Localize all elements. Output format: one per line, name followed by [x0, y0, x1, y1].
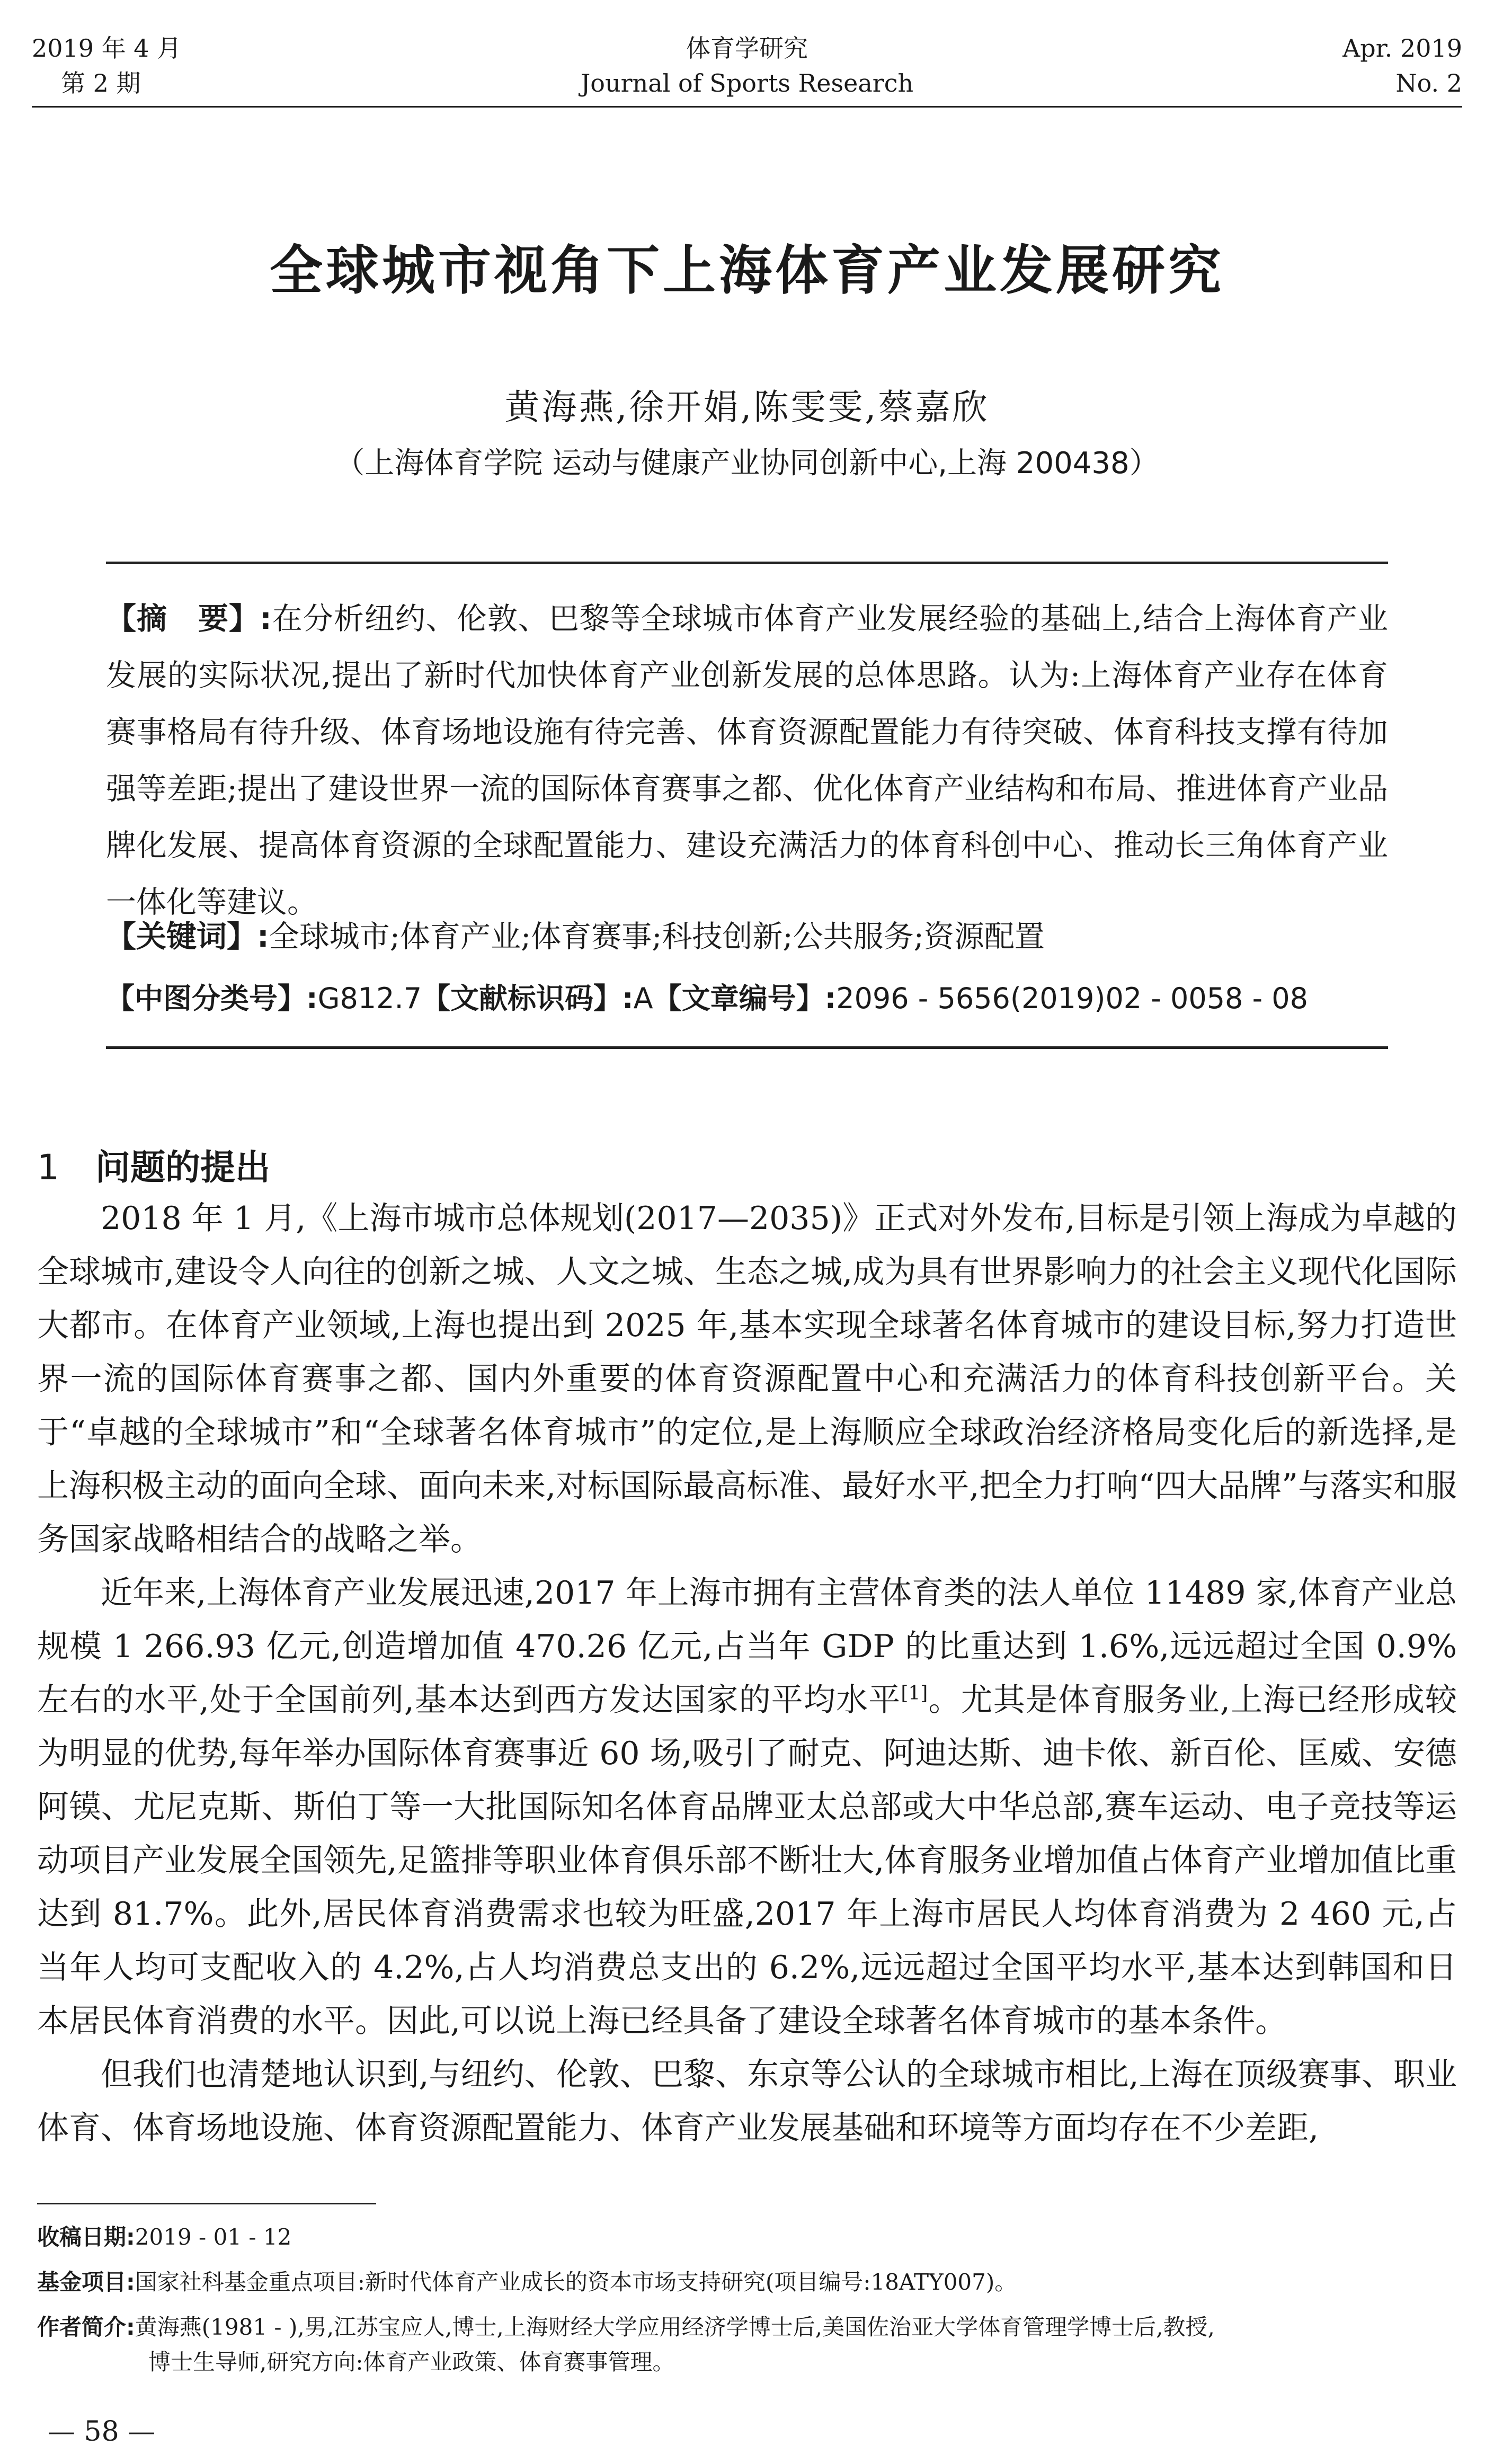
paragraph-2-part-a: 近年来,上海体育产业发展迅速,2017 年上海市拥有主营体育类的法人单位 11489 家,体育产业总规模 1 266.93 亿元,创造增加值 470.26 亿元,占当年 GDP 的比重达到 1.6%,远远超过全国 0.9%左右的水平,处于全国前列,基本达到西方发达国家的平均水平: [37, 1575, 1457, 1719]
classification-line: [106, 977, 1388, 1020]
paragraph-2-part-b: 。尤其是体育服务业,上海已经形成较为明显的优势,每年举办国际体育赛事近 60 场,吸引了耐克、阿迪达斯、迪卡侬、新百伦、匡威、安德阿镆、尤尼克斯、斯伯丁等一大批国际知名体育品牌亚太总部或大中华总部,赛车运动、电子竞技等运动项目产业发展全国领先,足篮排等职业体育俱乐部不断壮大,体育服务业增加值占体育产业增加值比重达到 81.7%。此外,居民体育消费需求也较为旺盛,2017 年上海市居民人均体育消费为 2 460 元,占当年人均可支配收入的 4.2%,占人均消费总支出的 6.2%,远远超过全国平均水平,基本达到韩国和日本居民体育消费的水平。因此,可以说上海已经具备了建设全球著名体育城市的基本条件。: [37, 1682, 1457, 2040]
header-right: [1342, 31, 1462, 101]
article-affiliation: （上海体育学院 运动与健康产业协同创新中心,上海 200438）: [335, 446, 1159, 481]
paragraph-2: [37, 1567, 1457, 2048]
body-text: [37, 1192, 1457, 2155]
journal-name-cn: 体育学研究: [686, 34, 808, 63]
footnote-received: [37, 2220, 1457, 2255]
section-number: 1: [37, 1147, 59, 1188]
abstract-label: 【摘 要】:: [106, 601, 272, 636]
received-value: 2019 - 01 - 12: [135, 2224, 292, 2250]
article-no-label: 【文章编号】:: [653, 982, 837, 1015]
fund-label: 基金项目:: [37, 2269, 135, 2295]
clc-value: G812.7: [317, 982, 422, 1015]
fund-value: 国家社科基金重点项目:新时代体育产业成长的资本市场支持研究(项目编号:18ATY007)。: [135, 2269, 1017, 2295]
doc-code-value: A: [633, 982, 653, 1015]
header-divider: [32, 106, 1462, 108]
citation-ref[interactable]: [1]: [901, 1683, 928, 1704]
abstract-block: [106, 591, 1388, 931]
clc-label: 【中图分类号】:: [106, 982, 318, 1015]
abstract-text: 在分析纽约、伦敦、巴黎等全球城市体育产业发展经验的基础上,结合上海体育产业发展的实际状况,提出了新时代加快体育产业创新发展的总体思路。认为:上海体育产业存在体育赛事格局有待升级、体育场地设施有待完善、体育资源配置能力有待突破、体育科技支撑有待加强等差距;提出了建设世界一流的国际体育赛事之都、优化体育产业结构和布局、推进体育产业品牌化发展、提高体育资源的全球配置能力、建设充满活力的体育科创中心、推动长三角体育产业一体化等建议。: [106, 601, 1388, 920]
author-label: 作者简介:: [37, 2314, 135, 2340]
page-number: — 58 —: [48, 2416, 156, 2448]
header-issue-cn: 第 2 期: [61, 69, 141, 97]
header-issue-en: No. 2: [1395, 69, 1462, 97]
abstract-top-divider: [106, 562, 1388, 564]
article-title: 全球城市视角下上海体育产业发展研究: [270, 239, 1224, 301]
article-authors: 黄海燕,徐开娟,陈雯雯,蔡嘉欣: [504, 387, 990, 428]
abstract-bottom-divider: [106, 1046, 1388, 1049]
header-date-cn: 2019 年 4 月: [32, 34, 182, 63]
author-value-2: 博士生导师,研究方向:体育产业政策、体育赛事管理。: [148, 2349, 675, 2375]
footnote-divider: [37, 2203, 376, 2204]
journal-name-en: Journal of Sports Research: [580, 69, 914, 97]
section-heading: [37, 1139, 270, 1189]
header-date-en: Apr. 2019: [1342, 34, 1462, 63]
footnote-fund: [37, 2265, 1457, 2300]
doc-code-label: 【文献标识码】:: [422, 982, 634, 1015]
paragraph-1: 2018 年 1 月,《上海市城市总体规划(2017—2035)》正式对外发布,目标是引领上海成为卓越的全球城市,建设令人向往的创新之城、人文之城、生态之城,成为具有世界影响力的社会主义现代化国际大都市。在体育产业领域,上海也提出到 2025 年,基本实现全球著名体育城市的建设目标,努力打造世界一流的国际体育赛事之都、国内外重要的体育资源配置中心和充满活力的体育科技创新平台。关于“卓越的全球城市”和“全球著名体育城市”的定位,是上海顺应全球政治经济格局变化后的新选择,是上海积极主动的面向全球、面向未来,对标国际最高标准、最好水平,把全力打响“四大品牌”与落实和服务国家战略相结合的战略之举。: [37, 1200, 1457, 1558]
article-no-value: 2096 - 5656(2019)02 - 0058 - 08: [836, 982, 1308, 1015]
author-line-1: [37, 2310, 1457, 2345]
section-title: 问题的提出: [95, 1147, 270, 1188]
author-value-1: 黄海燕(1981 - ),男,江苏宝应人,博士,上海财经大学应用经济学博士后,美国佐治亚大学体育管理学博士后,教授,: [135, 2314, 1215, 2340]
keywords-text: 全球城市;体育产业;体育赛事;科技创新;公共服务;资源配置: [269, 919, 1045, 954]
paragraph-3: 但我们也清楚地认识到,与纽约、伦敦、巴黎、东京等公认的全球城市相比,上海在顶级赛事、职业体育、体育场地设施、体育资源配置能力、体育产业发展基础和环境等方面均存在不少差距,: [37, 2056, 1457, 2147]
keywords-block: [106, 909, 1388, 965]
header-center: [0, 31, 1494, 101]
footnote-author: [37, 2310, 1457, 2380]
keywords-label: 【关键词】:: [106, 919, 269, 954]
received-label: 收稿日期:: [37, 2224, 135, 2250]
